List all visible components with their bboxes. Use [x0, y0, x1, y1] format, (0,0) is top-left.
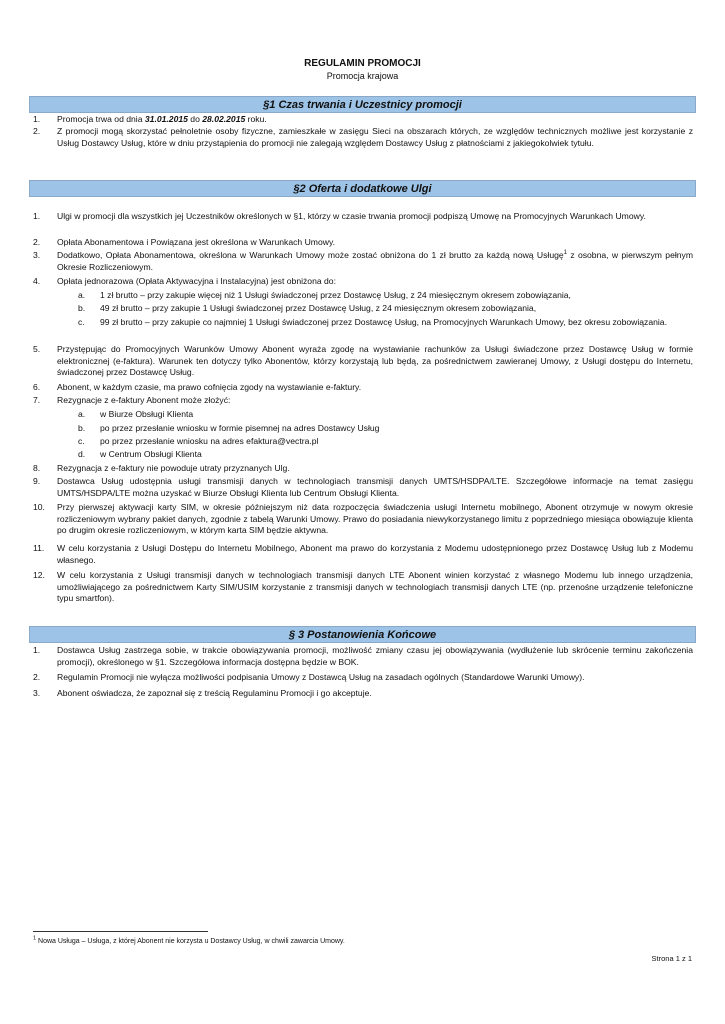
item-text: Dostawca Usług zastrzega sobie, w trakcie obowiązywania promocji, możliwość zmiany czasu jej obowiązywania (wydłużenie lub skrócenie terminu zakończenia promocji), określonego w §1. Szczegółowa informacja dostępna będzie w BOK.	[57, 645, 693, 667]
footnote-mark: 1	[33, 935, 37, 942]
sub-item-letter: b.	[78, 303, 86, 313]
item-text: Regulamin Promocji nie wyłącza możliwości podpisania Umowy z Dostawcą Usług na zasadach ogólnych (Standardowe Warunki Umowy).	[57, 672, 585, 682]
item-text: Abonent oświadcza, że zapoznał się z treścią Regulaminu Promocji i go akceptuje.	[57, 688, 372, 698]
sub-item-text: po przez przesłanie wniosku w formie pisemnej na adres Dostawcy Usług	[100, 423, 380, 433]
s2-item-4	[33, 276, 693, 288]
s2-item-3	[33, 250, 693, 273]
s2-item-12	[33, 570, 693, 605]
item-number: 9.	[33, 476, 41, 486]
s3-item-1	[33, 645, 693, 668]
item-number: 1.	[33, 114, 41, 124]
s2-sub-c	[78, 317, 693, 329]
item-number: 12.	[33, 570, 45, 580]
s2-item-8	[33, 463, 693, 475]
sub-item-text: po przez przesłanie wniosku na adres efaktura@vectra.pl	[100, 436, 319, 446]
sub-item-letter: c.	[78, 317, 85, 327]
s2-item-7	[33, 395, 693, 407]
footnote-ref: 1	[563, 250, 567, 257]
sub-item-letter: b.	[78, 423, 86, 433]
s2-item-6	[33, 382, 693, 394]
footnote	[33, 935, 345, 945]
s2-item-1	[33, 211, 693, 223]
s2-sub7-b	[78, 423, 693, 435]
item-text: Ulgi w promocji dla wszystkich jej Uczestników określonych w §1, którzy w czasie trwania promocji podpiszą Umowę na Promocyjnych Warunkach Umowy.	[57, 211, 646, 221]
s2-item-2	[33, 237, 693, 249]
sub-item-text: w Biurze Obsługi Klienta	[100, 409, 194, 419]
item-number: 1.	[33, 645, 41, 655]
page-number: Strona 1 z 1	[651, 954, 692, 963]
item-number: 2.	[33, 126, 41, 136]
item-text: W celu korzystania z Usługi Dostępu do Internetu Mobilnego, Abonent ma prawo do korzystania z Modemu udostępnionego przez Dostawcę Usług lub z Modemu własnego.	[57, 543, 693, 565]
item-text: Dostawca Usług udostępnia usługi transmisji danych w technologiach transmisji danych UMTS/HSDPA/LTE. Szczegółowe informacje na temat zasięgu UMTS/HSDPA/LTE można uzyskać w Biurze Obsługi Klienta lub Centrum Obsługi Klienta.	[57, 476, 693, 498]
section-2-heading: §2 Oferta i dodatkowe Ulgi	[29, 180, 696, 197]
section-1-heading: §1 Czas trwania i Uczestnicy promocji	[29, 96, 696, 113]
sub-item-text: 1 zł brutto – przy zakupie więcej niż 1 Usługi świadczonej przez Dostawcę Usług, z 24 miesięcznym okresem zobowiązania,	[100, 290, 571, 300]
item-text	[57, 114, 693, 126]
s2-sub7-a	[78, 409, 693, 421]
s2-sub7-c	[78, 436, 693, 448]
item-text: Abonent, w każdym czasie, ma prawo cofnięcia zgody na wystawianie e-faktury.	[57, 382, 362, 392]
item-number: 10.	[33, 502, 45, 512]
text-part: roku.	[245, 114, 267, 124]
item-text: Rezygnacje z e-faktury Abonent może złożyć:	[57, 395, 231, 405]
item-text	[57, 250, 693, 273]
document-subtitle: Promocja krajowa	[326, 71, 399, 81]
s1-item-1	[33, 114, 693, 126]
date-to: 28.02.2015	[202, 114, 246, 124]
item-number: 3.	[33, 250, 41, 260]
s2-sub-a	[78, 290, 693, 302]
text-part: z osobna, w pierwszym pełnym Okresie Rozliczeniowym.	[57, 250, 693, 272]
s2-item-9	[33, 476, 693, 499]
sub-item-letter: a.	[78, 290, 86, 300]
footnote-text: Nowa Usługa – Usługa, z której Abonent nie korzysta u Dostawcy Usług, w chwili zawarcia Umowy.	[36, 938, 345, 945]
s2-sub7-d	[78, 449, 693, 461]
sub-item-letter: c.	[78, 436, 85, 446]
item-number: 5.	[33, 344, 41, 354]
item-number: 8.	[33, 463, 41, 473]
date-from: 31.01.2015	[144, 114, 188, 124]
item-number: 7.	[33, 395, 41, 405]
sub-item-letter: a.	[78, 409, 86, 419]
item-number: 6.	[33, 382, 41, 392]
text-part: do	[187, 114, 203, 124]
item-text: Opłata Abonamentowa i Powiązana jest określona w Warunkach Umowy.	[57, 237, 335, 247]
s2-item-11	[33, 543, 693, 566]
text-part: Dodatkowo, Opłata Abonamentowa, określona w Warunkach Umowy może zostać obniżona do 1 zł brutto za każdą nową Usługę	[57, 250, 564, 260]
s2-sub-b	[78, 303, 693, 315]
item-number: 2.	[33, 237, 41, 247]
item-text: Rezygnacja z e-faktury nie powoduje utraty przyznanych Ulg.	[57, 463, 290, 473]
document-title: REGULAMIN PROMOCJI	[304, 58, 421, 69]
item-text: W celu korzystania z Usługi transmisji danych w technologiach transmisji danych LTE Abonent winien korzystać z własnego Modemu lub innego urządzenia, umożliwiającego za pośrednictwem Karty SIM/USIM korzystanie z transmisji danych w technologiach transmisji danych LTE (np. przenośne urządzenie telefoniczne typu smartfon).	[57, 570, 693, 604]
item-text: Opłata jednorazowa (Opłata Aktywacyjna i Instalacyjna) jest obniżona do:	[57, 276, 336, 286]
item-number: 3.	[33, 688, 41, 698]
item-number: 4.	[33, 276, 41, 286]
sub-item-text: w Centrum Obsługi Klienta	[100, 449, 202, 459]
sub-item-text: 49 zł brutto – przy zakupie 1 Usługi świadczonej przez Dostawcę Usług, z 24 miesięcznym okresem zobowiązania,	[100, 303, 537, 313]
item-number: 2.	[33, 672, 41, 682]
footnote-divider	[33, 931, 208, 932]
s2-item-5	[33, 344, 693, 379]
item-text: Z promocji mogą skorzystać pełnoletnie osoby fizyczne, zamieszkałe w zasięgu Sieci na obszarach których, ze względów technicznych możliwe jest korzystanie z Usług Dostawcy Usług, które w dniu przystąpienia do promocji nie zalegają względem Dostawcy Usług z płatnościami z jakiegokolwiek tytułu.	[57, 126, 693, 148]
item-text: Przy pierwszej aktywacji karty SIM, w okresie późniejszym niż data rozpoczęcia świadczenia usługi Internetu mobilnego, Abonent otrzymuje w nowym okresie rozliczeniowym wybrany pakiet danych, zgodnie z tabelą Warunki Umowy. Prawo do posiadania niewykorzystanego limitu z poprzedniego miesiąca obowiązuje klienta po drugim okresie rozliczeniowym, w którym karta SIM będzie aktywna.	[57, 502, 693, 536]
item-text: Przystępując do Promocyjnych Warunków Umowy Abonent wyraża zgodę na wystawianie rachunków za Usługi świadczone przez Dostawcę Usług w formie elektronicznej (e-faktura). Warunek ten dotyczy tylko Abonentów, którzy korzystają lub będą, za pośrednictwem zawieranej Umowy, z Usługi dostępu do Internetu, świadczonej przez Dostawcę Usług.	[57, 344, 693, 378]
text-part: Promocja trwa od dnia	[57, 114, 145, 124]
s1-item-2	[33, 126, 693, 149]
s3-item-2	[33, 672, 693, 684]
section-3-heading: § 3 Postanowienia Końcowe	[29, 626, 696, 643]
item-number: 1.	[33, 211, 41, 221]
sub-item-text: 99 zł brutto – przy zakupie co najmniej 1 Usługi świadczonej przez Dostawcę Usług, na Promocyjnych Warunkach Umowy, bez okresu zobowiązania.	[100, 317, 667, 327]
sub-item-letter: d.	[78, 449, 86, 459]
item-number: 11.	[33, 543, 45, 553]
s3-item-3	[33, 688, 693, 700]
s2-item-10	[33, 502, 693, 537]
